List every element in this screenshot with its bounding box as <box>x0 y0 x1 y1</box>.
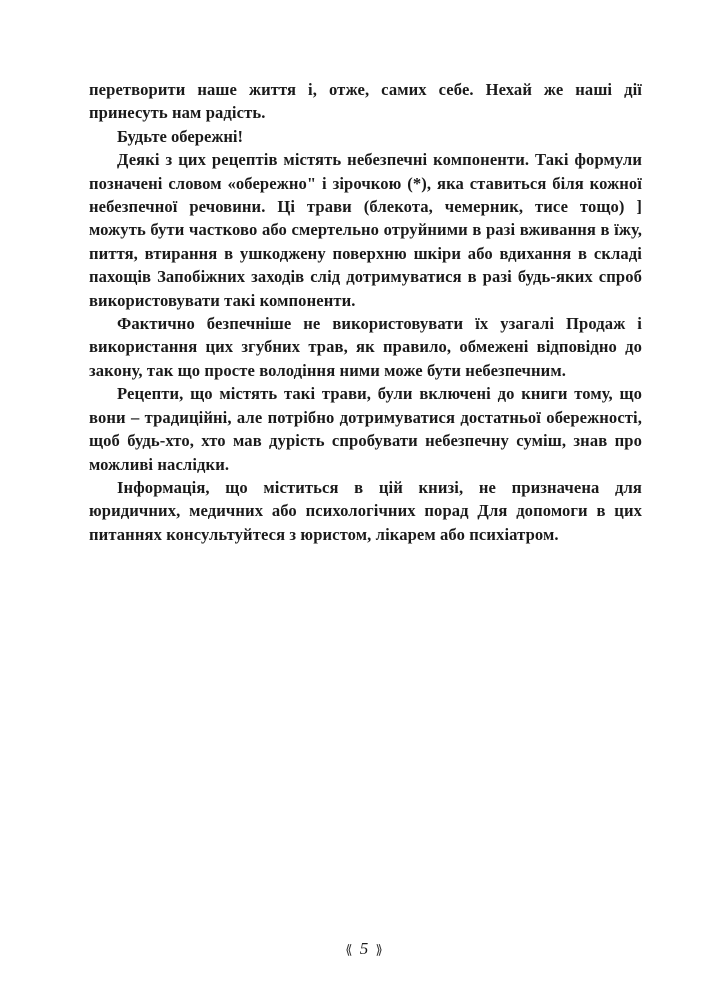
page-number: 5 <box>359 939 369 958</box>
paragraph-continued: перетворити наше життя і, отже, самих себе. Нехай же наші дії принесуть нам радість. <box>89 80 642 123</box>
section-heading: Будьте обережні! <box>117 126 244 146</box>
paragraph-disclaimer: Інформація, що міститься в цій книзі, не призначена для юридичних, медичних або психологічних порад Для допомоги в цих питаннях консультуйтеся з юристом, лікарем або психіатром. <box>89 477 642 544</box>
page-number-footer <box>0 939 728 959</box>
paragraph-recipes: Рецепти, що містять такі трави, були включені до книги тому, що вони – традиційні, але потрібно дотримуватися достатньої обережності, щоб будь-хто, хто мав дурість спробувати небезпечну суміш, знав про можливі наслідки. <box>89 384 642 474</box>
ornament-left-icon: ⟪ <box>345 942 353 958</box>
paragraph-warning: Деякі з цих рецептів містять небезпечні компоненти. Такі формули позначені словом «обережно" і зірочкою (*), яка ставиться біля кожної небезпечної речовини. Ці трави (блекота, чемерник, тисе тощо) ] можуть бути частково або смертельно отруйними в разі вживання в їжу, пиття, втирання в ушкоджену поверхню шкіри або вдихання в складі пахощів Запобіжних заходів слід дотримуватися в разі будь-яких спроб використовувати такі компоненти. <box>89 150 642 310</box>
paragraph-safety: Фактично безпечніше не використовувати їх узагалі Продаж і використання цих згубних трав, як правило, обмежені відповідно до закону, так що просте володіння ними може бути небезпечним. <box>89 314 642 380</box>
page-body <box>89 78 642 546</box>
ornament-right-icon: ⟫ <box>375 942 383 958</box>
